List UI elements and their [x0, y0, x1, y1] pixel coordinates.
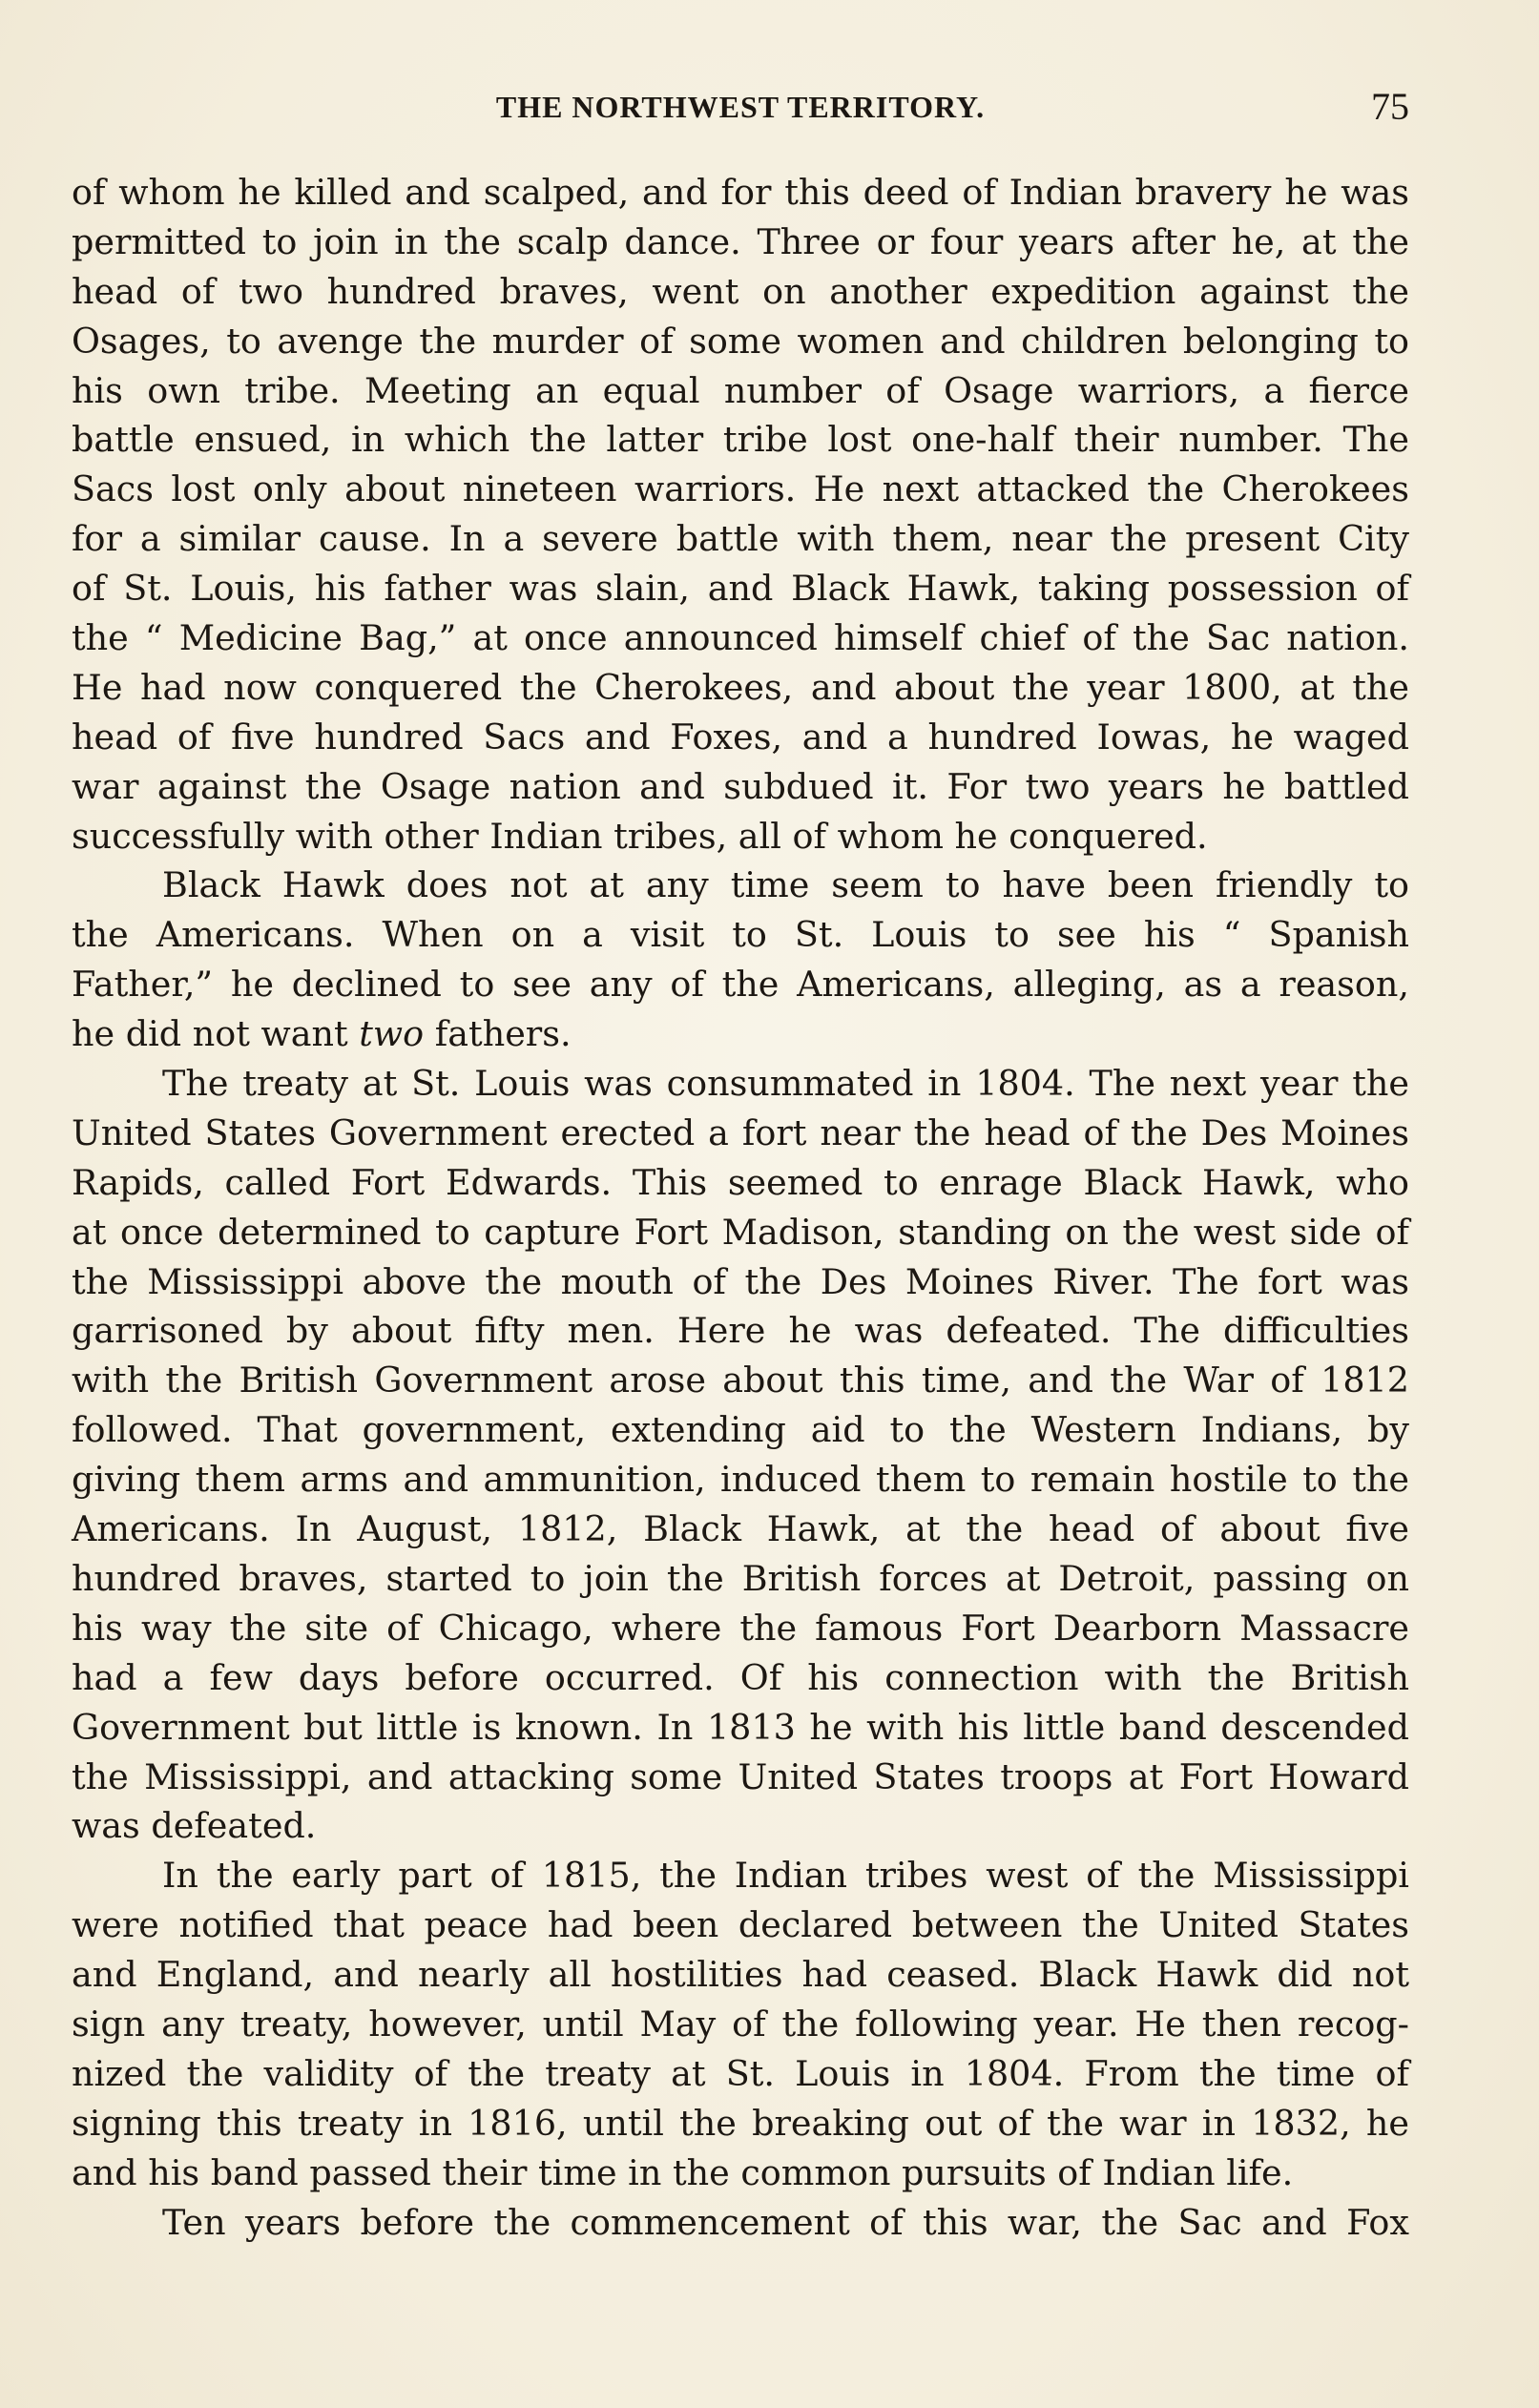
- text-line-with-italic: [72, 1009, 1409, 1059]
- text-line: his own tribe. Meeting an equal number of Osage warriors, a fierce: [72, 369, 1409, 411]
- text-line: head of five hundred Sacs and Foxes, and a hundred Iowas, he waged: [72, 716, 1409, 758]
- text-line: Government but little is known. In 1813 he with his little band descended: [72, 1706, 1409, 1748]
- text-line: followed. That government, extending aid to the Western Indians, by: [72, 1409, 1409, 1451]
- body-text: [72, 168, 1409, 2247]
- text-line: Black Hawk does not at any time seem to have been friendly to: [162, 864, 1409, 906]
- text-line: for a similar cause. In a severe battle with them, near the present City: [72, 518, 1409, 560]
- text-line: the Americans. When on a visit to St. Louis to see his “ Spanish: [72, 914, 1409, 956]
- text-line: The treaty at St. Louis was consummated in 1804. The next year the: [162, 1063, 1409, 1105]
- text-line: with the British Government arose about this time, and the War of 1812: [72, 1360, 1409, 1401]
- text-line: successfully with other Indian tribes, all of whom he conquered.: [72, 815, 1208, 857]
- text-line: war against the Osage nation and subdued it. For two years he battled: [72, 765, 1409, 807]
- text-line: Osages, to avenge the murder of some women and children belonging to: [72, 320, 1409, 362]
- text-line: Sacs lost only about nineteen warriors. He next attacked the Cherokees: [72, 468, 1409, 510]
- text-line: Ten years before the commencement of this war, the Sac and Fox: [162, 2201, 1409, 2243]
- text-line: the Mississippi above the mouth of the Des Moines River. The fort was: [72, 1260, 1409, 1302]
- text-line: Father,” he declined to see any of the Americans, alleging, as a reason,: [72, 964, 1409, 1006]
- text-line: permitted to join in the scalp dance. Three or four years after he, at the: [72, 220, 1409, 262]
- text-line: the “ Medicine Bag,” at once announced himself chief of the Sac nation.: [72, 617, 1409, 659]
- text-line: of whom he killed and scalped, and for this deed of Indian bravery he was: [72, 172, 1409, 213]
- running-title: THE NORTHWEST TERRITORY.: [495, 90, 986, 124]
- text-line: were notified that peace had been declared between the United States: [72, 1904, 1409, 1946]
- text-line: had a few days before occurred. Of his connection with the British: [72, 1656, 1409, 1698]
- text-segment: he did not want: [72, 1013, 348, 1055]
- text-line: He had now conquered the Cherokees, and about the year 1800, at the: [72, 666, 1409, 708]
- text-line: garrisoned by about fifty men. Here he was defeated. The difficulties: [72, 1310, 1409, 1352]
- text-line: and England, and nearly all hostilities had ceased. Black Hawk did not: [72, 1954, 1409, 1996]
- text-line: at once determined to capture Fort Madison, standing on the west side of: [72, 1211, 1409, 1253]
- running-head: [72, 84, 1409, 130]
- text-line: was defeated.: [72, 1805, 317, 1847]
- text-line: hundred braves, started to join the British forces at Detroit, passing on: [72, 1557, 1409, 1599]
- text-line: In the early part of 1815, the Indian tribes west of the Mississippi: [162, 1855, 1409, 1897]
- text-line: sign any treaty, however, until May of the following year. He then recog-: [72, 2003, 1409, 2045]
- text-line: nized the validity of the treaty at St. Louis in 1804. From the time of: [72, 2052, 1409, 2094]
- text-line: United States Government erected a fort near the head of the Des Moines: [72, 1111, 1409, 1153]
- text-line: of St. Louis, his father was slain, and Black Hawk, taking possession of: [72, 568, 1409, 610]
- page-number: 75: [1371, 85, 1409, 128]
- text-line: battle ensued, in which the latter tribe lost one-half their number. The: [72, 419, 1409, 461]
- text-line: signing this treaty in 1816, until the breaking out of the war in 1832, he: [72, 2102, 1409, 2144]
- text-line: Rapids, called Fort Edwards. This seemed to enrage Black Hawk, who: [72, 1161, 1409, 1203]
- text-line: head of two hundred braves, went on another expedition against the: [72, 270, 1409, 312]
- text-line: giving them arms and ammunition, induced them to remain hostile to the: [72, 1459, 1409, 1501]
- text-line: Americans. In August, 1812, Black Hawk, at the head of about five: [72, 1508, 1409, 1550]
- text-line: and his band passed their time in the common pursuits of Indian life.: [72, 2151, 1294, 2193]
- text-line: the Mississippi, and attacking some United States troops at Fort Howard: [72, 1755, 1409, 1797]
- text-segment: fathers.: [434, 1013, 572, 1055]
- italic-word: two: [359, 1013, 425, 1055]
- text-line: his way the site of Chicago, where the famous Fort Dearborn Massacre: [72, 1607, 1409, 1649]
